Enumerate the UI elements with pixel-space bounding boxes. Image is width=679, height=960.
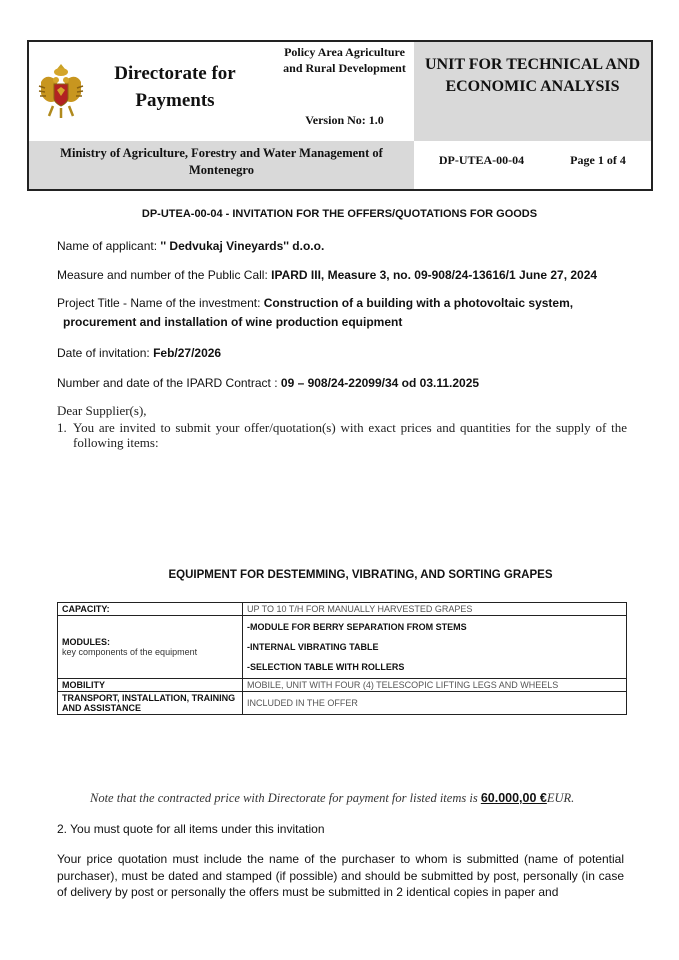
date-line [57, 346, 221, 360]
contract-label: Number and date of the IPARD Contract : [57, 376, 281, 390]
version-cell [275, 103, 414, 141]
applicant-label: Name of applicant: [57, 239, 161, 253]
module-item: -SELECTION TABLE WITH ROLLERS [247, 662, 405, 672]
applicant-value: '' Dedvukaj Vineyards'' d.o.o. [160, 239, 325, 253]
date-label: Date of invitation: [57, 346, 154, 360]
project-value-2: procurement and installation of wine production equipment [63, 315, 403, 329]
measure-label: Measure and number of the Public Call: [57, 268, 272, 282]
document-header [27, 40, 653, 191]
ministry-cell [29, 141, 414, 189]
measure-value: IPARD III, Measure 3, no. 09-908/24-13616/1 June 27, 2024 [271, 268, 598, 282]
version-text: Version No: 1.0 [305, 113, 384, 127]
module-item: -MODULE FOR BERRY SEPARATION FROM STEMS [247, 622, 467, 632]
capacity-label: CAPACITY: [58, 603, 243, 616]
doc-code-cell [414, 141, 549, 189]
table-row [58, 679, 627, 692]
contract-line [57, 376, 479, 390]
doc-code-text: DP-UTEA-00-04 [438, 153, 525, 167]
equipment-title: EQUIPMENT FOR DESTEMMING, VIBRATING, AND SORTING GRAPES [168, 569, 553, 581]
item-1-text: You are invited to submit your offer/quotation(s) with exact prices and quantities for the supply of the following items: [73, 420, 627, 450]
table-row [58, 616, 627, 679]
equipment-spec-table [57, 602, 627, 715]
applicant-line [57, 239, 324, 253]
ministry-text: Ministry of Agriculture, Forestry and Water Management of Montenegro [60, 146, 383, 177]
capacity-value: UP TO 10 T/H FOR MANUALLY HARVESTED GRAPES [243, 603, 627, 616]
price-currency: EUR. [546, 791, 575, 805]
modules-label: MODULES: [62, 637, 110, 647]
price-note-text: Note that the contracted price with Directorate for payment for listed items is [90, 791, 481, 805]
modules-sublabel: key components of the equipment [62, 647, 198, 657]
unit-cell [414, 42, 651, 141]
quotation-paragraph: Your price quotation must include the name of the purchaser to whom is submitted (name of potential purchaser), must be dated and stamped (if possible) and should be submitted by post, personally (in case of delivery by post or personally the offers must be submitted in 2 identical copies in paper and [57, 852, 624, 899]
transport-value: INCLUDED IN THE OFFER [243, 692, 627, 715]
mobility-label: MOBILITY [58, 679, 243, 692]
salutation: Dear Supplier(s), [57, 403, 147, 418]
table-row [58, 603, 627, 616]
mobility-value: MOBILE, UNIT WITH FOUR (4) TELESCOPIC LIFTING LEGS AND WHEELS [243, 679, 627, 692]
modules-label-cell [58, 616, 243, 679]
policy-area-cell [275, 42, 414, 103]
price-amount: 60.000,00 € [480, 791, 547, 805]
item-2: 2. You must quote for all items under this invitation [57, 822, 325, 836]
project-value-1: Construction of a building with a photovoltaic system, [263, 296, 574, 310]
project-line [57, 296, 573, 310]
directorate-cell [29, 42, 275, 141]
page-number-text: Page 1 of 4 [570, 153, 626, 167]
montenegro-coat-of-arms-icon [37, 60, 85, 122]
item-1-number: 1. [57, 420, 67, 435]
measure-line [57, 268, 597, 282]
table-row [58, 692, 627, 715]
module-item: -INTERNAL VIBRATING TABLE [247, 642, 379, 652]
price-note [90, 791, 574, 806]
project-label: Project Title - Name of the investment: [57, 296, 264, 310]
modules-values-cell [243, 616, 627, 679]
transport-label: TRANSPORT, INSTALLATION, TRAINING AND ASSISTANCE [58, 692, 243, 715]
policy-area-text: Policy Area Agriculture and Rural Development [283, 45, 406, 75]
unit-title: UNIT FOR TECHNICAL AND ECONOMIC ANALYSIS [424, 56, 640, 95]
contract-value: 09 – 908/24-22099/34 od 03.11.2025 [280, 376, 480, 390]
document-title: DP-UTEA-00-04 - INVITATION FOR THE OFFERS/QUOTATIONS FOR GOODS [141, 208, 538, 220]
directorate-title: Directorate for Payments [114, 63, 236, 111]
date-value: Feb/27/2026 [153, 346, 222, 360]
page-number-cell [551, 143, 648, 188]
project-line-2 [63, 315, 402, 329]
